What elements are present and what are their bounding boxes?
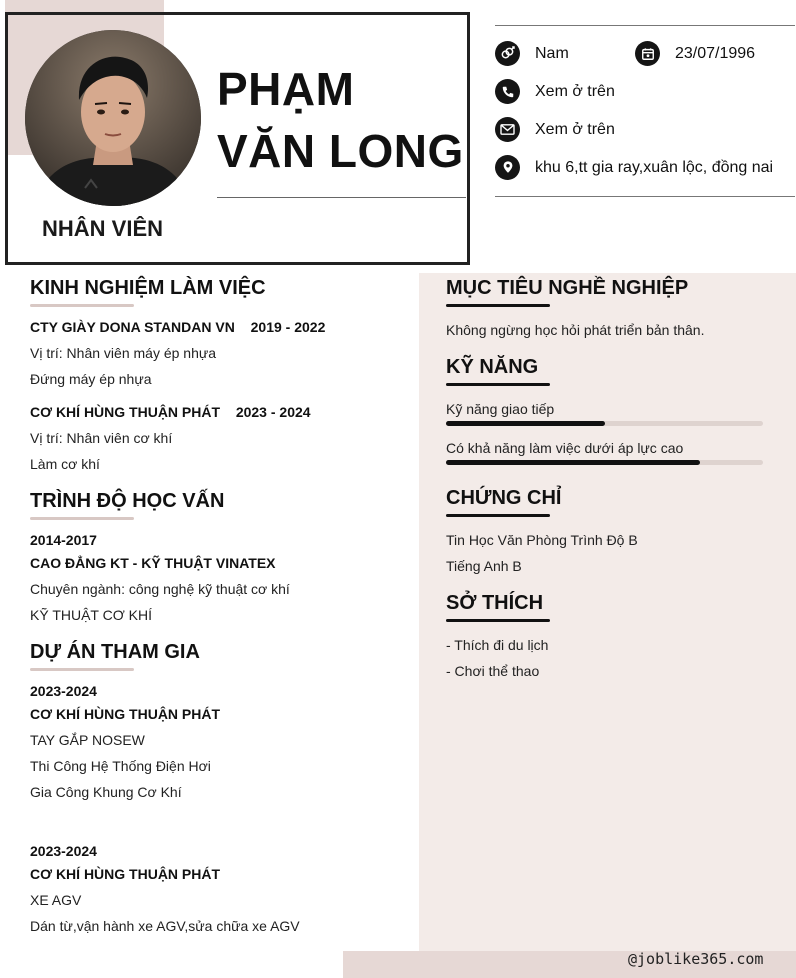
name-line-1: PHẠM (217, 63, 355, 115)
name-divider (217, 197, 466, 198)
experience-position: Vị trí: Nhân viên máy ép nhựa (30, 345, 217, 361)
dob-value: 23/07/1996 (675, 45, 756, 62)
location-icon (495, 155, 520, 180)
skills-title: KỸ NĂNG (446, 356, 539, 378)
certificates-underline (446, 514, 550, 517)
hobbies-underline (446, 619, 550, 622)
education-underline (30, 517, 134, 520)
education-detail: KỸ THUẬT CƠ KHÍ (30, 607, 152, 623)
experience-item-1-company (30, 318, 325, 336)
info-divider-bottom (495, 196, 795, 197)
gender-value: Nam (535, 45, 569, 62)
project-line: XE AGV (30, 892, 82, 908)
address-value: khu 6,tt gia ray,xuân lộc, đồng nai (535, 159, 774, 176)
objective-underline (446, 304, 550, 307)
experience-description: Làm cơ khí (30, 456, 100, 472)
skill-bar-track (446, 421, 763, 426)
experience-period: 2023 - 2024 (235, 404, 311, 420)
skills-underline (446, 383, 550, 386)
experience-position: Vị trí: Nhân viên cơ khí (30, 430, 173, 446)
education-major: Chuyên ngành: công nghệ kỹ thuật cơ khí (30, 581, 290, 597)
info-divider-top (495, 25, 795, 26)
project-line: TAY GẮP NOSEW (30, 732, 145, 748)
project-period: 2023-2024 (30, 683, 97, 699)
skill-label: Có khả năng làm việc dưới áp lực cao (446, 440, 684, 456)
portrait-photo (25, 30, 201, 206)
objective-text: Không ngừng học hỏi phát triển bản thân. (446, 322, 705, 338)
hobby-item: - Thích đi du lịch (446, 637, 549, 653)
education-title: TRÌNH ĐỘ HỌC VẤN (30, 490, 225, 512)
experience-description: Đứng máy ép nhựa (30, 371, 152, 387)
experience-company: CƠ KHÍ HÙNG THUẬN PHÁT (30, 404, 221, 420)
projects-underline (30, 668, 134, 671)
projects-title: DỰ ÁN THAM GIA (30, 641, 200, 663)
project-company: CƠ KHÍ HÙNG THUẬN PHÁT (30, 706, 221, 722)
objective-title: MỤC TIÊU NGHỀ NGHIỆP (446, 277, 689, 299)
gender-icon (495, 41, 520, 66)
project-period: 2023-2024 (30, 843, 97, 859)
project-line: Dán từ,vận hành xe AGV,sửa chữa xe AGV (30, 918, 300, 934)
certificates-title: CHỨNG CHỈ (446, 487, 562, 509)
job-title: NHÂN VIÊN (42, 216, 164, 241)
mail-icon (495, 117, 520, 142)
phone-icon (495, 79, 520, 104)
skill-label: Kỹ năng giao tiếp (446, 401, 555, 417)
hobbies-title: SỞ THÍCH (446, 592, 544, 614)
experience-title: KINH NGHIỆM LÀM VIỆC (30, 277, 266, 299)
experience-period: 2019 - 2022 (250, 319, 326, 335)
experience-company: CTY GIÀY DONA STANDAN VN (30, 319, 235, 335)
phone-value: Xem ở trên (535, 83, 615, 100)
project-line: Gia Công Khung Cơ Khí (30, 784, 182, 800)
education-period: 2014-2017 (30, 532, 97, 548)
site-watermark[interactable]: @joblike365.com (628, 950, 764, 968)
education-school: CAO ĐẲNG KT - KỸ THUẬT VINATEX (30, 555, 276, 571)
skill-bar-track (446, 460, 763, 465)
certificate-item: Tiếng Anh B (446, 558, 522, 574)
avatar (25, 30, 201, 206)
project-line: Thi Công Hệ Thống Điện Hơi (30, 758, 211, 774)
certificate-item: Tin Học Văn Phòng Trình Độ B (446, 532, 638, 548)
candidate-name (217, 58, 467, 182)
name-line-2: VĂN LONG (217, 125, 464, 177)
skill-bar-fill (446, 460, 700, 465)
experience-underline (30, 304, 134, 307)
skill-bar-fill (446, 421, 605, 426)
email-value: Xem ở trên (535, 121, 615, 138)
experience-item-2-company (30, 403, 311, 421)
project-company: CƠ KHÍ HÙNG THUẬN PHÁT (30, 866, 221, 882)
hobby-item: - Chơi thể thao (446, 663, 540, 679)
calendar-icon (635, 41, 660, 66)
